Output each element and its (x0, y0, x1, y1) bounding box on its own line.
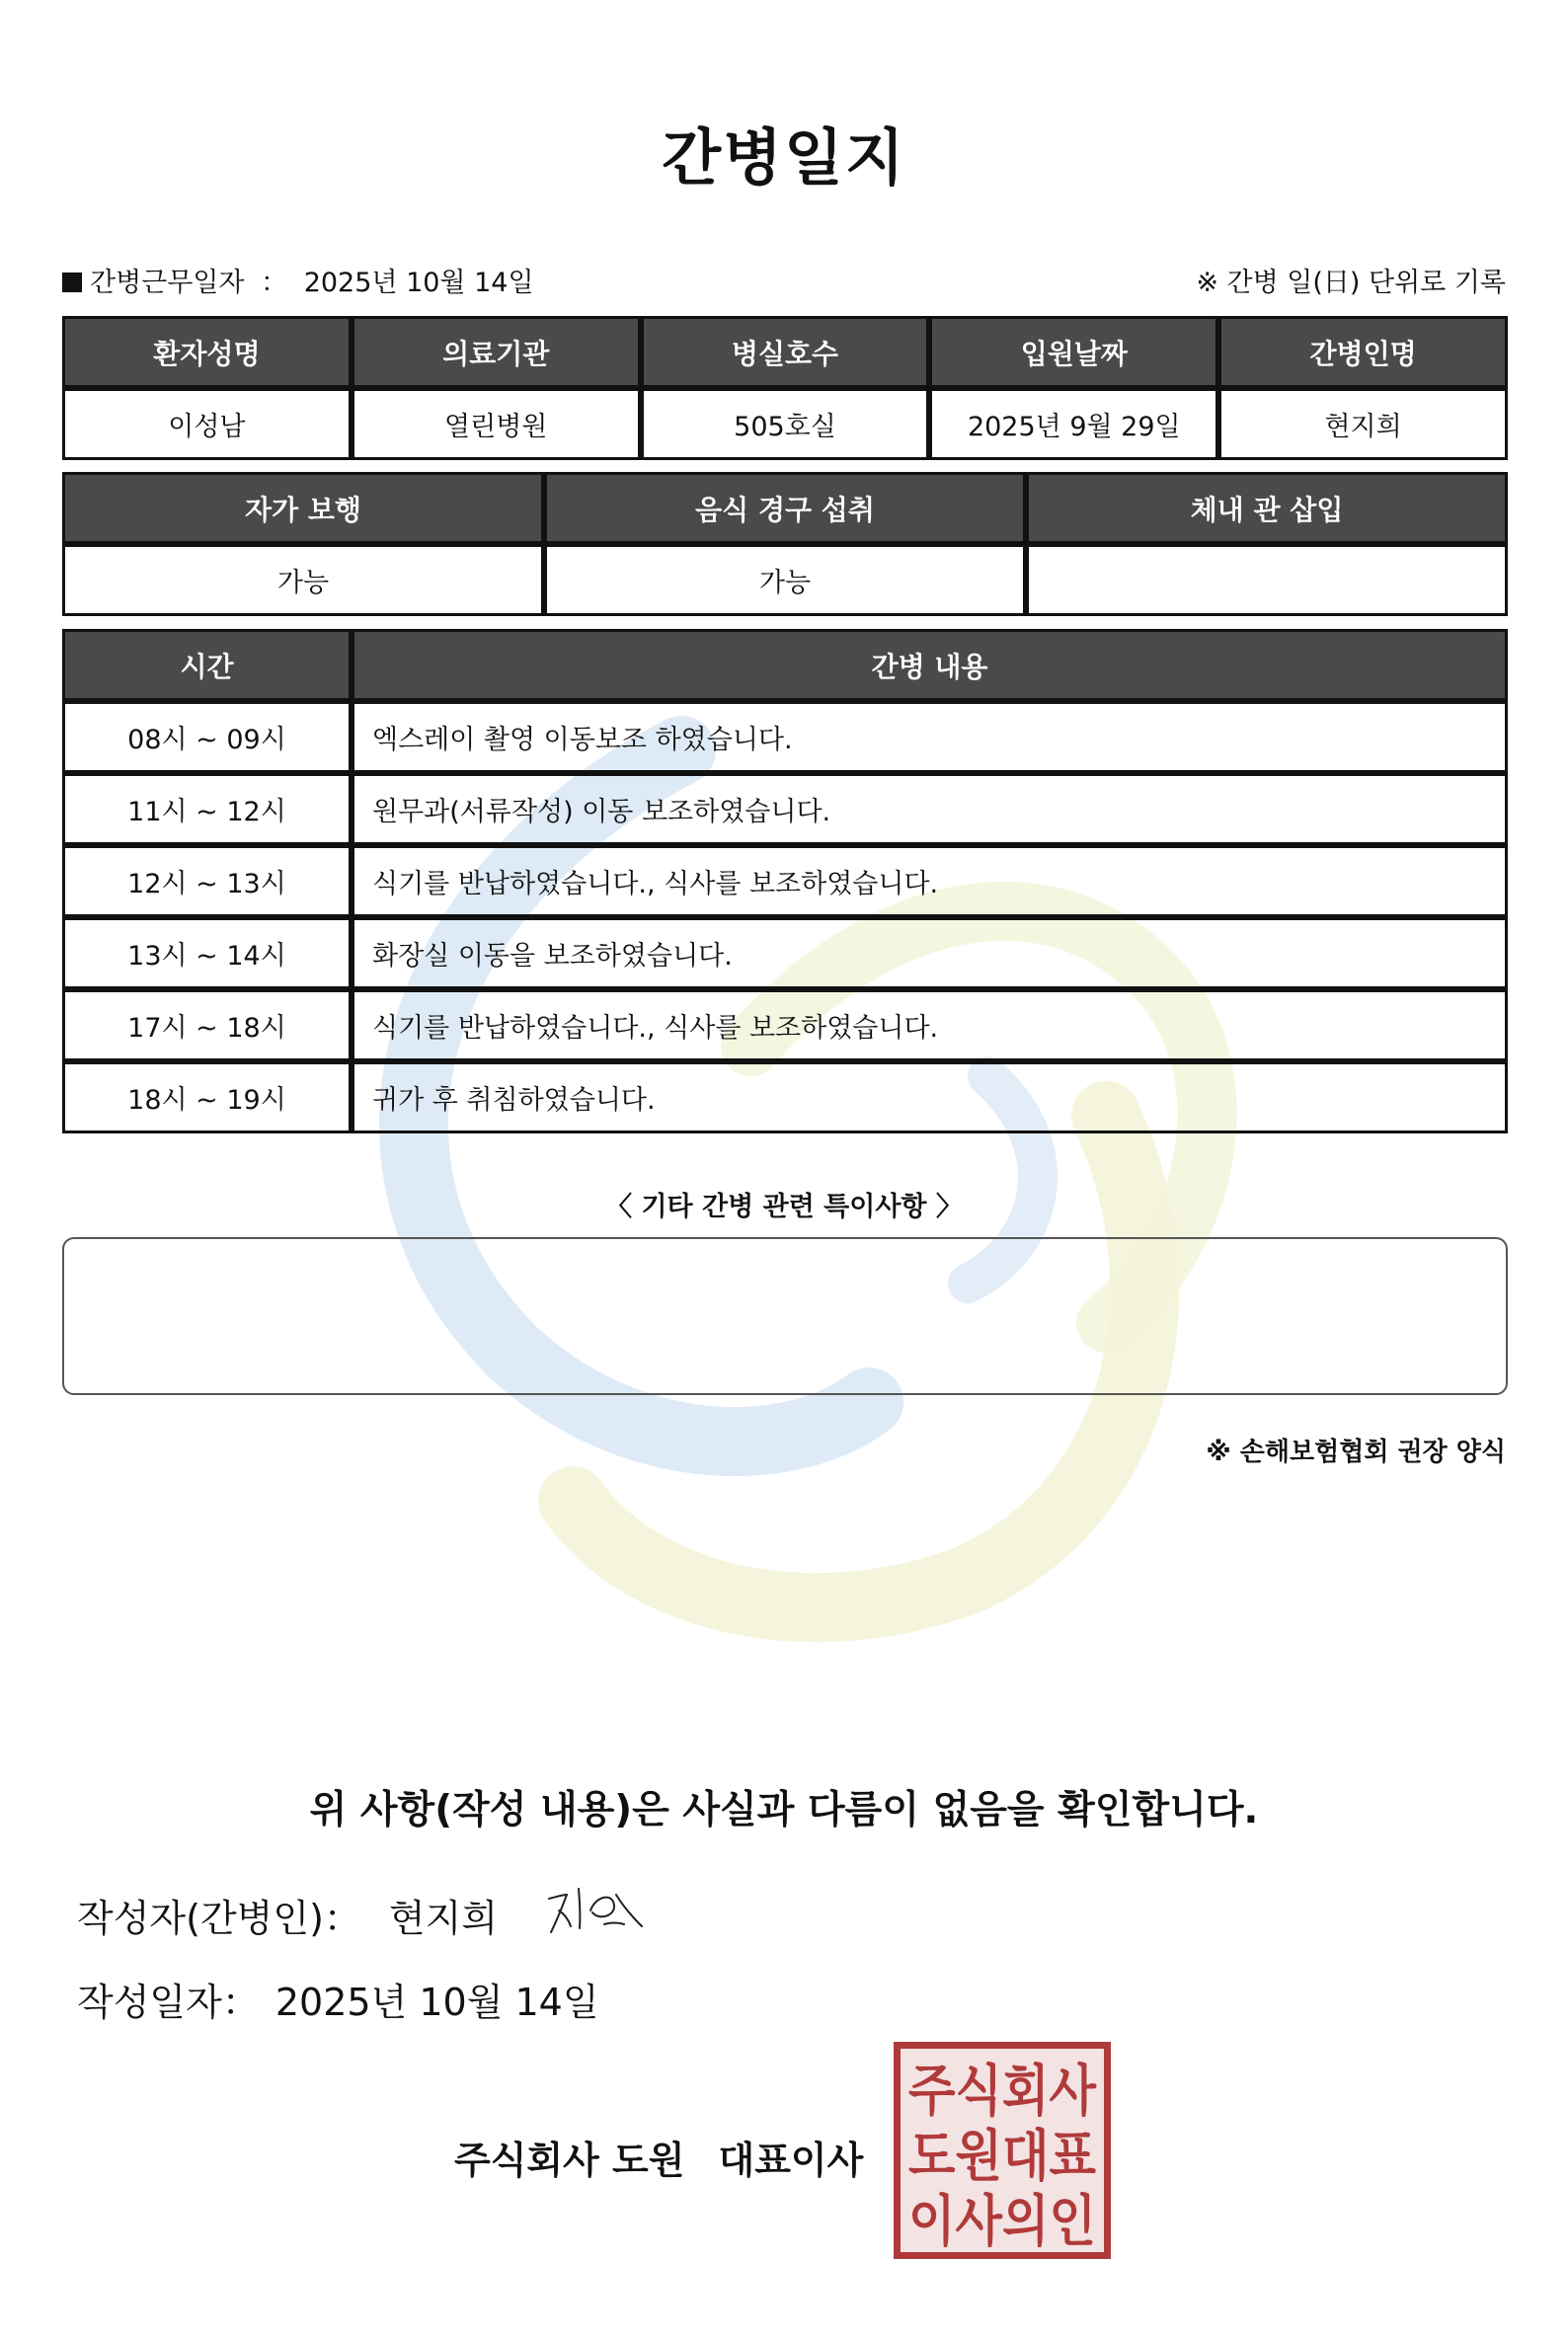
patient-info-table (62, 316, 1508, 460)
notes-box (62, 1237, 1508, 1395)
writer-name: 현지희 (388, 1897, 499, 1940)
table-row (62, 917, 1508, 989)
caregiver-name: 현지희 (1218, 388, 1508, 460)
header-time: 시간 (62, 629, 352, 701)
tube-insertion-value (1026, 544, 1508, 616)
content-cell: 귀가 후 취침하였습니다. (352, 1061, 1508, 1133)
care-log-table (62, 629, 1508, 1133)
time-cell: 17시 ~ 18시 (62, 989, 352, 1061)
seal-line-1: 주식회사 (908, 2060, 1097, 2124)
table-row (62, 845, 1508, 917)
time-cell: 08시 ~ 09시 (62, 701, 352, 773)
time-cell: 12시 ~ 13시 (62, 845, 352, 917)
work-date-separator: ： (261, 268, 288, 298)
header-patient-name: 환자성명 (62, 316, 352, 388)
handwritten-signature (543, 1881, 652, 1940)
header-room: 병실호수 (641, 316, 930, 388)
care-header-row (62, 629, 1508, 701)
status-value-row (62, 544, 1508, 616)
content-cell: 엑스레이 촬영 이동보조 하였습니다. (352, 701, 1508, 773)
status-header-row (62, 472, 1508, 544)
patient-name: 이성남 (62, 388, 352, 460)
header-oral-intake: 음식 경구 섭취 (544, 472, 1026, 544)
content-cell: 식기를 반납하였습니다., 식사를 보조하였습니다. (352, 989, 1508, 1061)
unit-note: ※ 간병 일(日) 단위로 기록 (1196, 268, 1506, 298)
content-cell: 원무과(서류작성) 이동 보조하였습니다. (352, 773, 1508, 845)
self-walking-value: 가능 (62, 544, 544, 616)
hospital-name: 열린병원 (352, 388, 641, 460)
work-date-line (62, 261, 534, 299)
seal-line-3: 이사의인 (908, 2190, 1096, 2252)
table-row (62, 989, 1508, 1061)
header-care-content: 간병 내용 (352, 629, 1508, 701)
recommended-form-note: ※ 손해보험협회 권장 양식 (1206, 1438, 1506, 1467)
company-seal-stamp (894, 2042, 1111, 2259)
admission-date: 2025년 9월 29일 (929, 388, 1218, 460)
room-number: 505호실 (641, 388, 930, 460)
work-date-label: 간병근무일자 (90, 268, 245, 298)
company-line (454, 2130, 863, 2184)
patient-header-row (62, 316, 1508, 388)
written-date-line (77, 1972, 599, 2026)
written-date-value: 2025년 10월 14일 (274, 1981, 599, 2024)
seal-glyphs (901, 2049, 1104, 2252)
table-row (62, 1061, 1508, 1133)
work-date-value: 2025년 10월 14일 (303, 268, 534, 298)
written-date-label: 작성일자： (77, 1981, 260, 2024)
content-cell: 화장실 이동을 보조하였습니다. (352, 917, 1508, 989)
header-hospital: 의료기관 (352, 316, 641, 388)
patient-status-table (62, 472, 1508, 616)
patient-value-row (62, 388, 1508, 460)
company-name: 주식회사 도원 (454, 2139, 685, 2182)
page-title: 간병일지 (662, 121, 906, 194)
square-bullet-icon (62, 273, 82, 292)
seal-line-2: 도원대표 (908, 2125, 1096, 2189)
header-tube-insertion: 체내 관 삽입 (1026, 472, 1508, 544)
table-row (62, 773, 1508, 845)
writer-line (77, 1888, 498, 1942)
time-cell: 18시 ~ 19시 (62, 1061, 352, 1133)
header-self-walking: 자가 보행 (62, 472, 544, 544)
confirmation-statement: 위 사항(작성 내용)은 사실과 다름이 없음을 확인합니다. (309, 1788, 1259, 1832)
header-admission-date: 입원날짜 (929, 316, 1218, 388)
table-row (62, 701, 1508, 773)
header-caregiver-name: 간병인명 (1218, 316, 1508, 388)
time-cell: 13시 ~ 14시 (62, 917, 352, 989)
writer-label: 작성자(간병인)： (77, 1897, 361, 1940)
oral-intake-value: 가능 (544, 544, 1026, 616)
time-cell: 11시 ~ 12시 (62, 773, 352, 845)
notes-title: 〈 기타 간병 관련 특이사항 〉 (605, 1192, 963, 1222)
content-cell: 식기를 반납하였습니다., 식사를 보조하였습니다. (352, 845, 1508, 917)
representative-title: 대표이사 (718, 2139, 864, 2182)
